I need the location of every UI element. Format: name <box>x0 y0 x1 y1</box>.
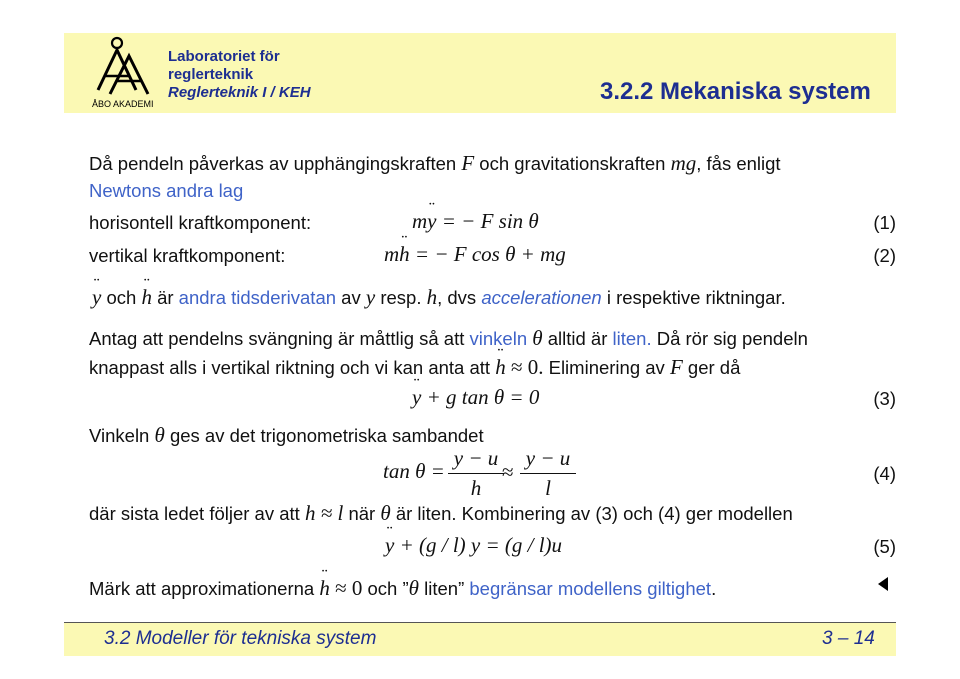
derivative-line: ¨ y och ¨ h är andra tidsderivatan av y resp. h, dvs accelerationen i respektive riktningar. <box>92 286 786 309</box>
course-name: Reglerteknik I / KEH <box>168 84 311 101</box>
approximation-line: knappast alls i vertikal riktning och vi kan anta att ¨ h ≈ 0. Eliminering av F ger då <box>89 356 740 379</box>
symbol-F: F <box>461 151 475 175</box>
slide-title: 3.2.2 Mekaniska system <box>600 78 871 105</box>
institution-line2: reglerteknik <box>168 66 254 83</box>
abo-akademi-logo <box>92 34 154 110</box>
equation-5-number: (5) <box>873 536 896 557</box>
vertical-label: vertikal kraftkomponent: <box>89 245 286 266</box>
equation-5: ¨ y + (g / l) y = (g / l)u <box>385 534 562 557</box>
intro-line: Då pendeln påverkas av upphängingskraften F och gravitationskraften mg, fås enligt <box>89 151 781 175</box>
horizontal-label: horisontell kraftkomponent: <box>89 212 312 233</box>
logo-text: ÅBO AKADEMI <box>92 99 154 109</box>
approx-sign: ≈ <box>502 460 514 484</box>
footer-section: 3.2 Modeller för tekniska system <box>104 628 377 649</box>
conclusion-line: där sista ledet följer av att h ≈ l när θ är liten. Kombinering av (3) och (4) ger modellen <box>89 501 793 525</box>
equation-2: m¨ h = − F cos θ + mg <box>384 243 566 266</box>
note-line: Märk att approximationerna ¨ h ≈ 0 och ”θ liten” begränsar modellens giltighet. <box>89 577 716 600</box>
angle-line: Vinkeln θ ges av det trigonometriska sambandet <box>89 423 484 447</box>
equation-2-number: (2) <box>873 245 896 266</box>
equation-1-number: (1) <box>873 212 896 233</box>
newton-link: Newtons andra lag <box>89 180 244 201</box>
institution-block <box>168 48 311 102</box>
equation-1: m¨ y = − F sin θ <box>412 210 539 233</box>
footer-page-number: 3 – 14 <box>822 628 875 649</box>
equation-3-number: (3) <box>873 388 896 409</box>
institution-line1: Laboratoriet för <box>168 48 280 65</box>
equation-3: ¨ y + g tan θ = 0 <box>412 386 539 409</box>
fraction-2: y − u l <box>520 446 576 501</box>
symbol-mg: mg <box>670 151 697 175</box>
equation-4-number: (4) <box>873 463 896 484</box>
fraction-1: y − u h <box>448 446 504 501</box>
assumption-line: Antag att pendelns svängning är måttlig så att vinkeln θ alltid är liten. Då rör sig pendeln <box>89 326 808 350</box>
equation-4-lhs: tan θ = <box>383 459 445 483</box>
back-arrow-icon[interactable] <box>878 577 888 591</box>
